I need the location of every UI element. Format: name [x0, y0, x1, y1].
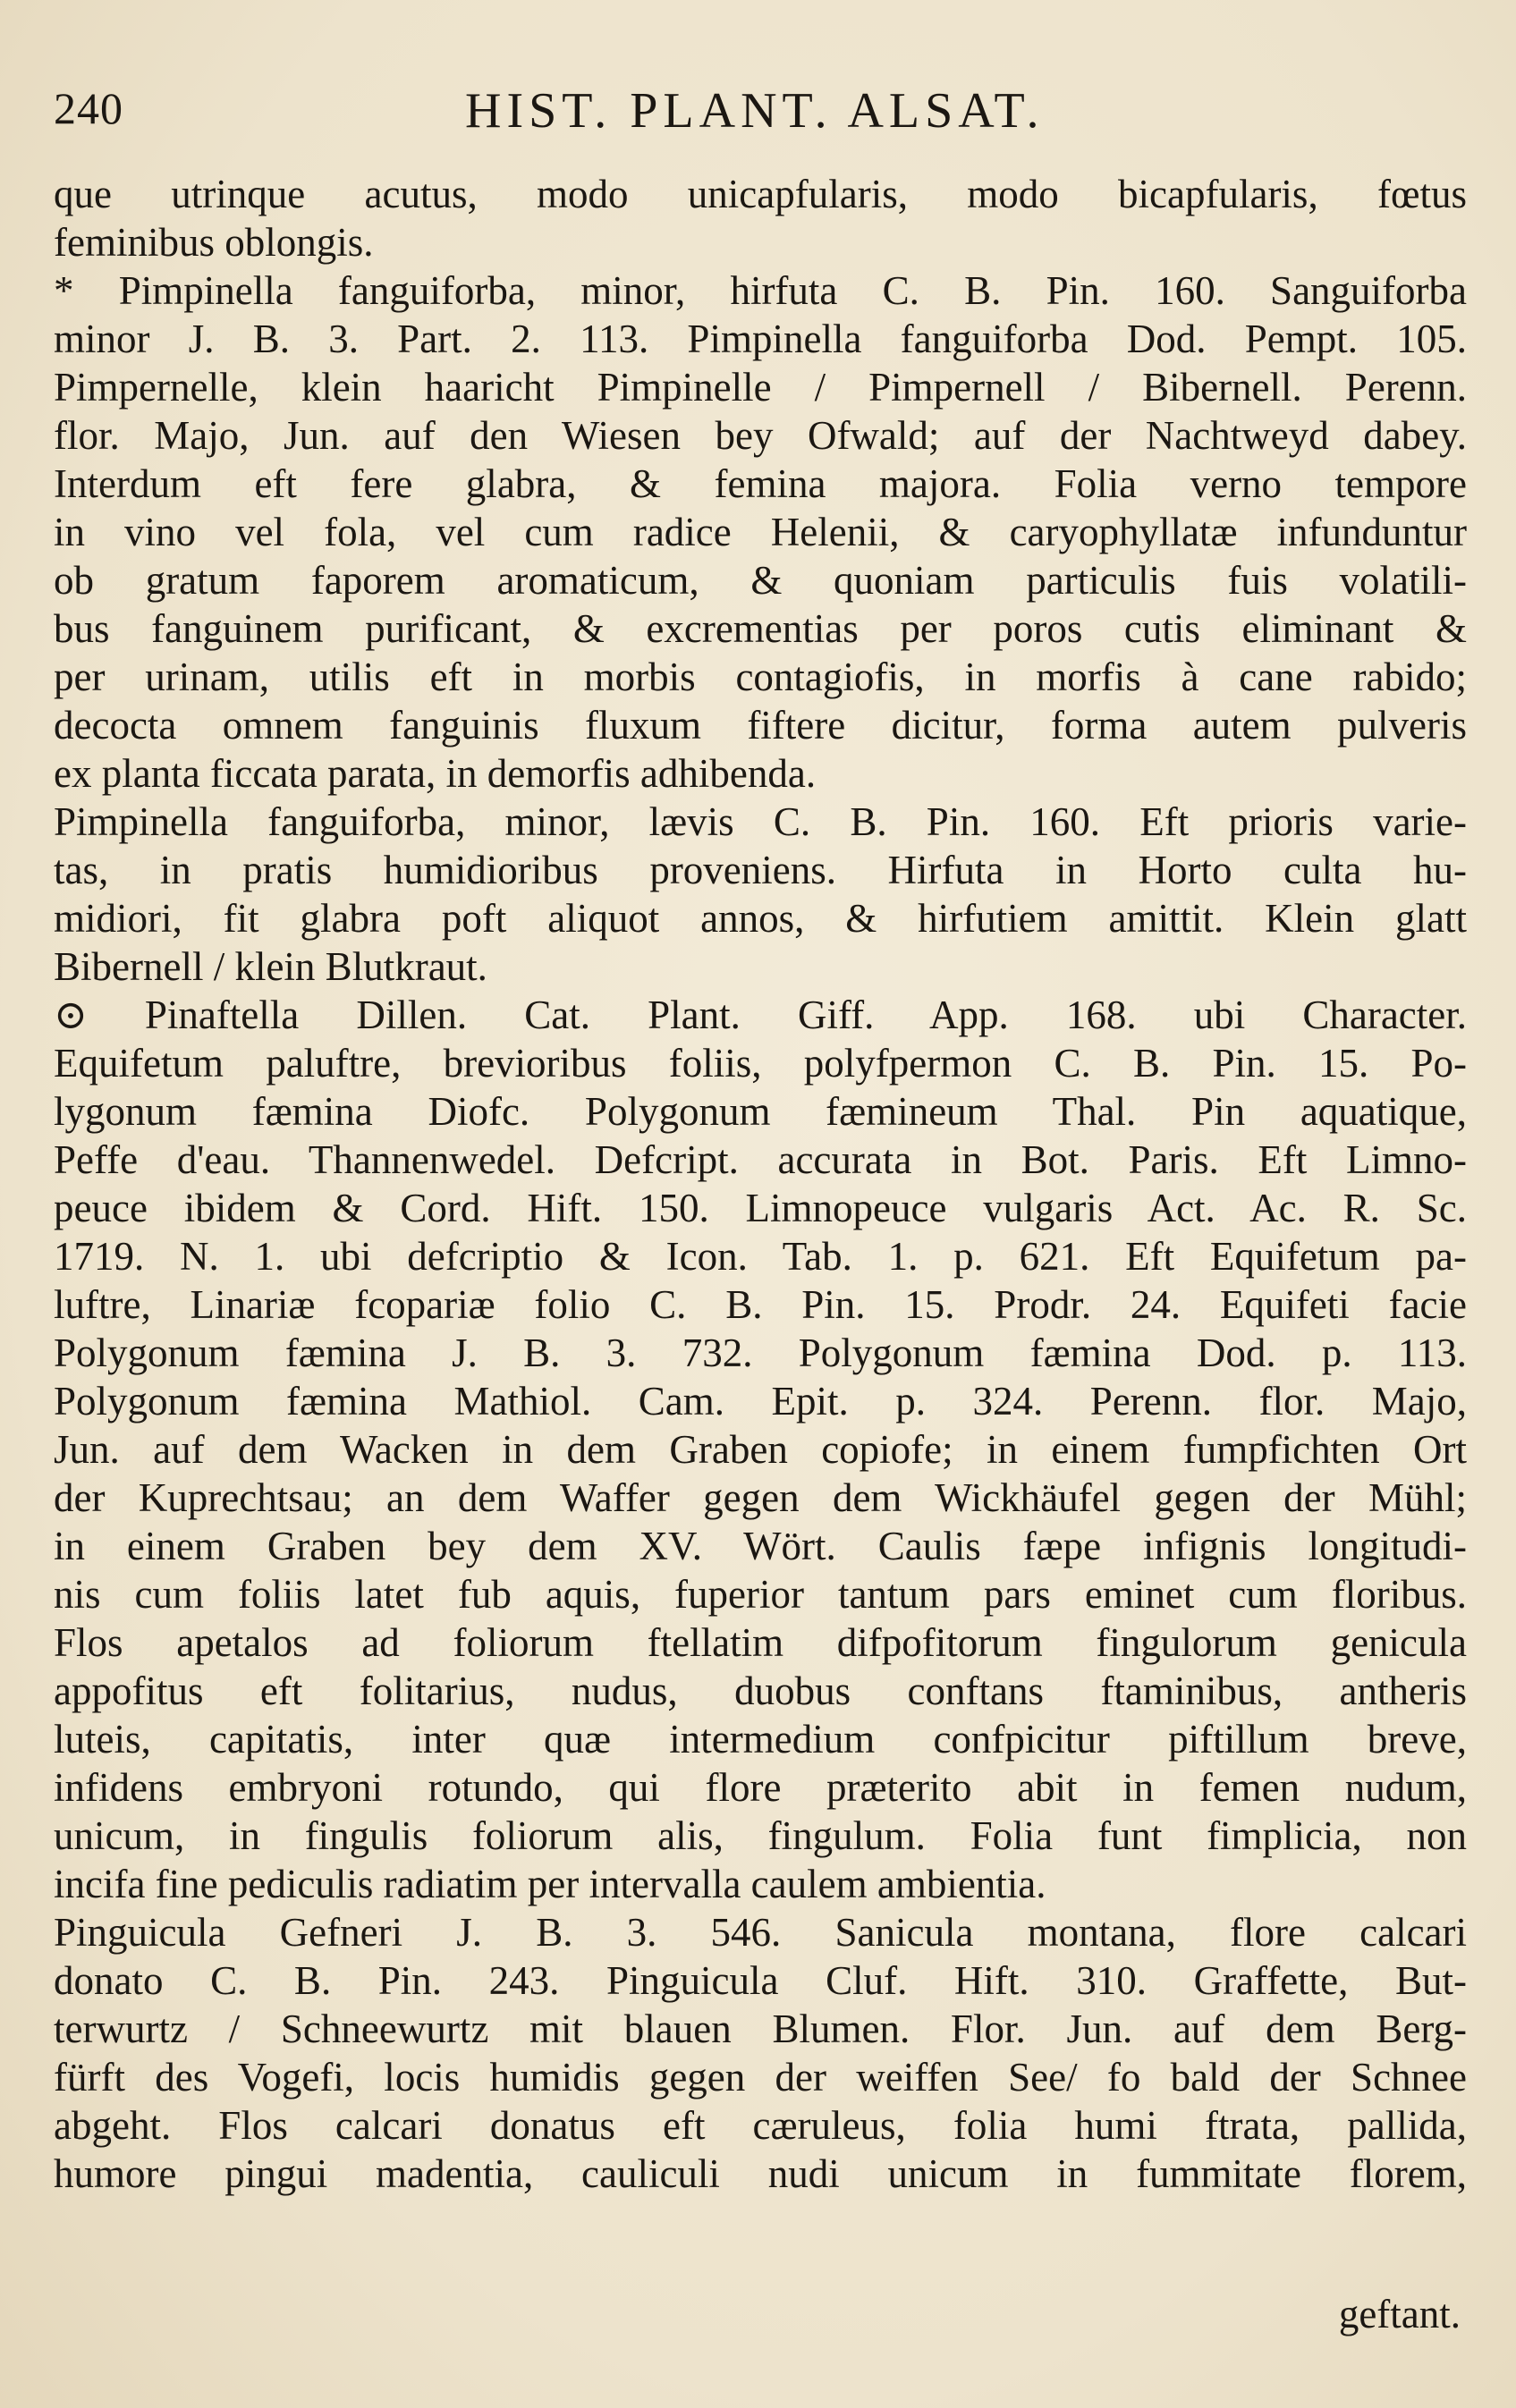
text-line: Polygonum fæmina J. B. 3. 732. Polygonum fæmina Dod. p. 113. — [54, 1331, 1467, 1375]
text-line: bus fanguinem purificant, & excrementias per poros cutis eliminant & — [54, 606, 1467, 651]
text-line: Peffe d'eau. Thannenwedel. Defcript. accurata in Bot. Paris. Eft Limno- — [54, 1137, 1467, 1182]
text-line: luteis, capitatis, inter quæ intermedium confpicitur piftillum breve, — [54, 1717, 1467, 1762]
text-line: abgeht. Flos calcari donatus eft cæruleus, folia humi ftrata, pallida, — [54, 2103, 1467, 2148]
text-line: que utrinque acutus, modo unicapfularis, modo bicapfularis, fœtus — [54, 172, 1467, 216]
page-number: 240 — [54, 83, 123, 133]
text-line: terwurtz / Schneewurtz mit blauen Blumen. Flor. Jun. auf dem Berg- — [54, 2007, 1467, 2051]
text-line: in einem Graben bey dem XV. Wört. Caulis fæpe infignis longitudi- — [54, 1524, 1467, 1568]
text-line: peuce ibidem & Cord. Hift. 150. Limnopeuce vulgaris Act. Ac. R. Sc. — [54, 1186, 1467, 1230]
text-line: donato C. B. Pin. 243. Pinguicula Cluf. Hift. 310. Graffette, But- — [54, 1958, 1467, 2003]
text-line: 1719. N. 1. ubi defcriptio & Icon. Tab. 1. p. 621. Eft Equifetum pa- — [54, 1234, 1467, 1279]
text-line: ⊙ Pinaftella Dillen. Cat. Plant. Giff. App. 168. ubi Character. — [54, 993, 1467, 1037]
body-text — [54, 170, 1467, 2198]
text-line: humore pingui madentia, cauliculi nudi unicum in fummitate florem, — [54, 2151, 1467, 2196]
text-line: incifa fine pediculis radiatim per intervalla caulem ambientia. — [54, 1862, 1046, 1906]
text-line: Polygonum fæmina Mathiol. Cam. Epit. p. 324. Perenn. flor. Majo, — [54, 1379, 1467, 1424]
text-line: appofitus eft folitarius, nudus, duobus conftans ftaminibus, antheris — [54, 1669, 1467, 1713]
text-line: per urinam, utilis eft in morbis contagiofis, in morfis à cane rabido; — [54, 655, 1467, 699]
text-line: ob gratum faporem aromaticum, & quoniam particulis fuis volatili- — [54, 558, 1467, 603]
text-line: Pimpinella fanguiforba, minor, lævis C. B. Pin. 160. Eft prioris varie- — [54, 799, 1467, 844]
text-line: Equifetum paluftre, brevioribus foliis, polyfpermon C. B. Pin. 15. Po- — [54, 1041, 1467, 1086]
text-line: tas, in pratis humidioribus proveniens. Hirfuta in Horto culta hu- — [54, 848, 1467, 892]
text-line: flor. Majo, Jun. auf den Wiesen bey Ofwald; auf der Nachtweyd dabey. — [54, 413, 1467, 458]
text-line: ex planta ficcata parata, in demorfis adhibenda. — [54, 751, 817, 796]
text-line: der Kuprechtsau; an dem Waffer gegen dem Wickhäufel gegen der Mühl; — [54, 1475, 1467, 1520]
text-line: fürft des Vogefi, locis humidis gegen der weiffen See/ fo bald der Schnee — [54, 2055, 1467, 2100]
text-line: Pinguicula Gefneri J. B. 3. 546. Sanicula montana, flore calcari — [54, 1910, 1467, 1955]
text-line: minor J. B. 3. Part. 2. 113. Pimpinella fanguiforba Dod. Pempt. 105. — [54, 317, 1467, 361]
text-line: midiori, fit glabra poft aliquot annos, & hirfutiem amittit. Klein glatt — [54, 896, 1467, 941]
page-header — [54, 82, 1480, 139]
text-line: * Pimpinella fanguiforba, minor, hirfuta C. B. Pin. 160. Sanguiforba — [54, 268, 1467, 313]
text-line: unicum, in fingulis foliorum alis, fingulum. Folia funt fimplicia, non — [54, 1813, 1467, 1858]
text-line: Flos apetalos ad foliorum ftellatim difpofitorum fingulorum genicula — [54, 1620, 1467, 1665]
text-line: in vino vel fola, vel cum radice Helenii, & caryophyllatæ infunduntur — [54, 510, 1467, 554]
text-line: infidens embryoni rotundo, qui flore præterito abit in femen nudum, — [54, 1765, 1467, 1810]
text-line: Pimpernelle, klein haaricht Pimpinelle / Pimpernell / Bibernell. Perenn. — [54, 365, 1467, 410]
text-line: Bibernell / klein Blutkraut. — [54, 944, 487, 989]
running-title: HIST. PLANT. ALSAT. — [465, 83, 1045, 139]
text-line: luftre, Linariæ fcopariæ folio C. B. Pin. 15. Prodr. 24. Equifeti facie — [54, 1282, 1467, 1327]
text-line: feminibus oblongis. — [54, 220, 374, 265]
text-line: nis cum foliis latet fub aquis, fuperior tantum pars eminet cum floribus. — [54, 1572, 1467, 1617]
text-line: Interdum eft fere glabra, & femina majora. Folia verno tempore — [54, 461, 1467, 506]
text-line: decocta omnem fanguinis fluxum fiftere dicitur, forma autem pulveris — [54, 703, 1467, 748]
text-line: lygonum fæmina Diofc. Polygonum fæmineum Thal. Pin aquatique, — [54, 1089, 1467, 1134]
catchword: geftant. — [1338, 2292, 1461, 2336]
text-line: Jun. auf dem Wacken in dem Graben copiofe; in einem fumpfichten Ort — [54, 1427, 1467, 1472]
